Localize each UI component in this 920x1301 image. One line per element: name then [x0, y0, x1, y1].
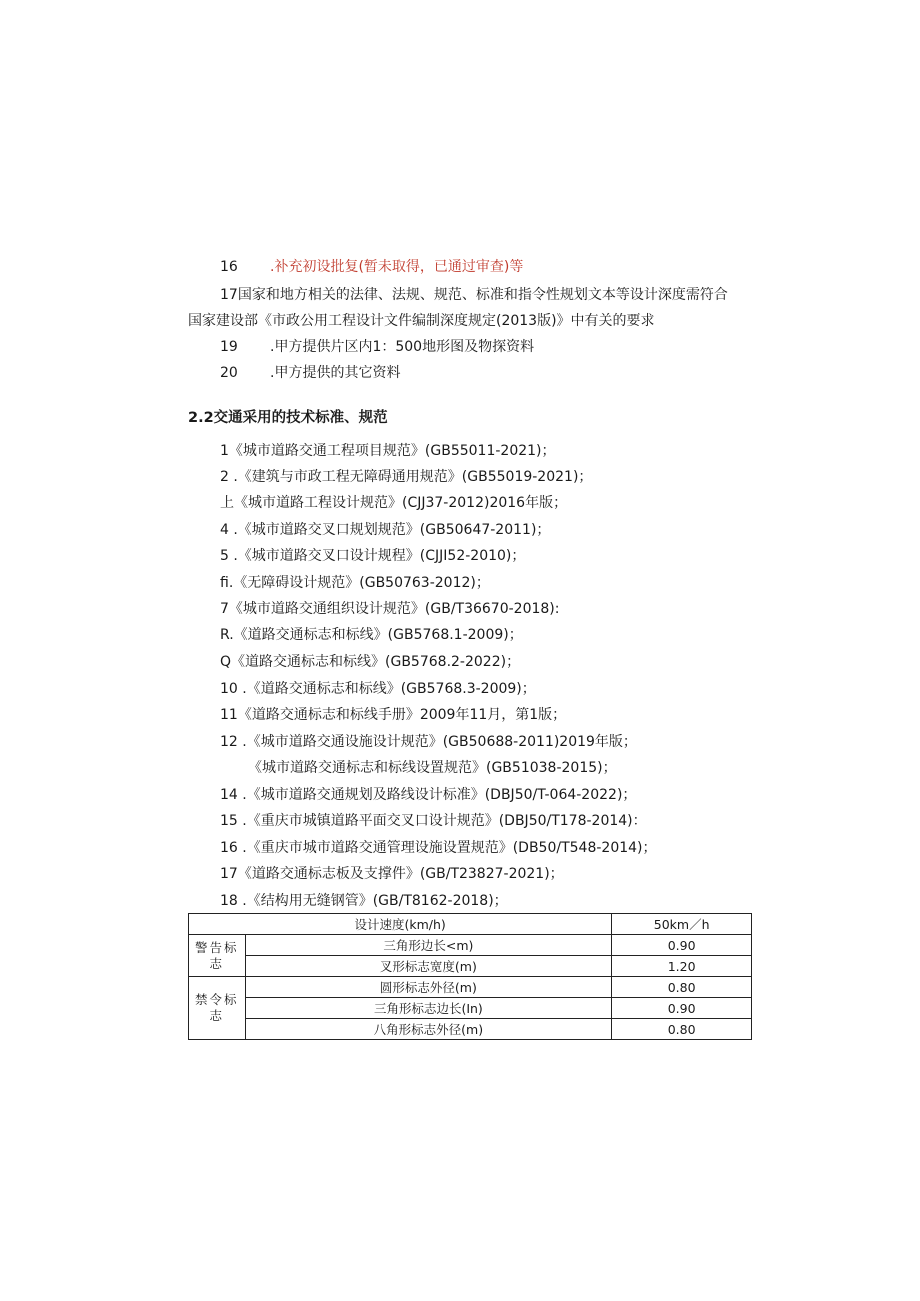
- standard-item: R.《道路交通标志和标线》(GB5768.1-2009)；: [220, 627, 523, 643]
- standard-item: 7《城市道路交通组织设计规范》(GB/T36670-2018):: [220, 601, 560, 617]
- standard-item: Q《道路交通标志和标线》(GB5768.2-2022)；: [220, 654, 521, 670]
- row-label: 叉形标志宽度(m): [245, 956, 612, 977]
- standard-item: 14 .《城市道路交通规划及路线设计标准》(DBJ50/T-064-2022)；: [220, 787, 637, 803]
- list-item-text: 17国家和地方相关的法律、法规、规范、标准和指令性规划文本等设计深度需符合: [220, 287, 728, 303]
- list-item-text: 国家建设部《市政公用工程设计文件编制深度规定(2013版)》中有关的要求: [188, 313, 655, 329]
- table-row: [189, 935, 752, 956]
- standard-item: 5 .《城市道路交叉口设计规程》(CJJI52-2010)；: [220, 548, 526, 564]
- list-item-text: .甲方提供片区内1：500地形图及物探资料: [270, 339, 535, 355]
- table-row: [189, 998, 752, 1019]
- table-row: [189, 1019, 752, 1040]
- list-item-17-line2: [188, 312, 655, 330]
- standard-item: 17《道路交通标志板及支撑件》(GB/T23827-2021)；: [220, 866, 564, 882]
- standard-item: 16 .《重庆市城市道路交通管理设施设置规范》(DB50/T548-2014)；: [220, 840, 657, 856]
- row-value: 0.80: [612, 977, 752, 998]
- list-item-number: 16: [220, 259, 238, 275]
- row-value: 0.90: [612, 998, 752, 1019]
- standard-item: 《城市道路交通标志和标线设置规范》(GB51038-2015)；: [248, 760, 617, 776]
- row-label: 八角形标志外径(m): [245, 1019, 612, 1040]
- row-label: 圆形标志外径(m): [245, 977, 612, 998]
- list-item-text: .补充初设批复(暂未取得，已通过审查)等: [270, 259, 524, 275]
- list-item-number: 20: [220, 365, 238, 381]
- section-title: 2.2交通采用的技术标准、规范: [188, 410, 388, 426]
- standard-item: 18 .《结构用无缝钢管》(GB/T8162-2018)；: [220, 893, 508, 909]
- sign-size-table: [188, 913, 752, 1040]
- standard-item: 2 .《建筑与市政工程无障碍通用规范》(GB55019-2021)；: [220, 469, 593, 485]
- table-row: [189, 977, 752, 998]
- list-item-text: .甲方提供的其它资料: [270, 365, 401, 381]
- standard-item: 上《城市道路工程设计规范》(CJJ37-2012)2016年版；: [220, 495, 568, 511]
- row-value: 1.20: [612, 956, 752, 977]
- group-warning-sign: 警告标志: [189, 935, 246, 977]
- row-value: 0.90: [612, 935, 752, 956]
- standard-item: 15 .《重庆市城镇道路平面交叉口设计规范》(DBJ50/T178-2014)：: [220, 813, 647, 829]
- standard-item: 10 .《道路交通标志和标线》(GB5768.3-2009)；: [220, 681, 536, 697]
- list-item-number: 19: [220, 339, 238, 355]
- list-item-19: [220, 338, 534, 356]
- row-label: 三角形标志边长(In): [245, 998, 612, 1019]
- table-row: [189, 956, 752, 977]
- header-speed-value: 50km／h: [612, 914, 752, 935]
- list-item-17-line1: [220, 286, 728, 304]
- header-design-speed: 设计速度(km/h): [189, 914, 612, 935]
- standard-item: fi.《无障碍设计规范》(GB50763-2012)；: [220, 575, 490, 591]
- list-item-16: [220, 258, 523, 276]
- row-value: 0.80: [612, 1019, 752, 1040]
- row-label: 三角形边长<m): [245, 935, 612, 956]
- standard-item: 12 .《城市道路交通设施设计规范》(GB50688-2011)2019年版；: [220, 734, 637, 750]
- group-prohibition-sign: 禁令标志: [189, 977, 246, 1040]
- table-header-row: [189, 914, 752, 935]
- standard-item: 1《城市道路交通工程项目规范》(GB55011-2021)；: [220, 443, 556, 459]
- standard-item: 4 .《城市道路交叉口规划规范》(GB50647-2011)；: [220, 522, 551, 538]
- standard-item: 11《道路交通标志和标线手册》2009年11月，第1版；: [220, 707, 567, 723]
- list-item-20: [220, 364, 400, 382]
